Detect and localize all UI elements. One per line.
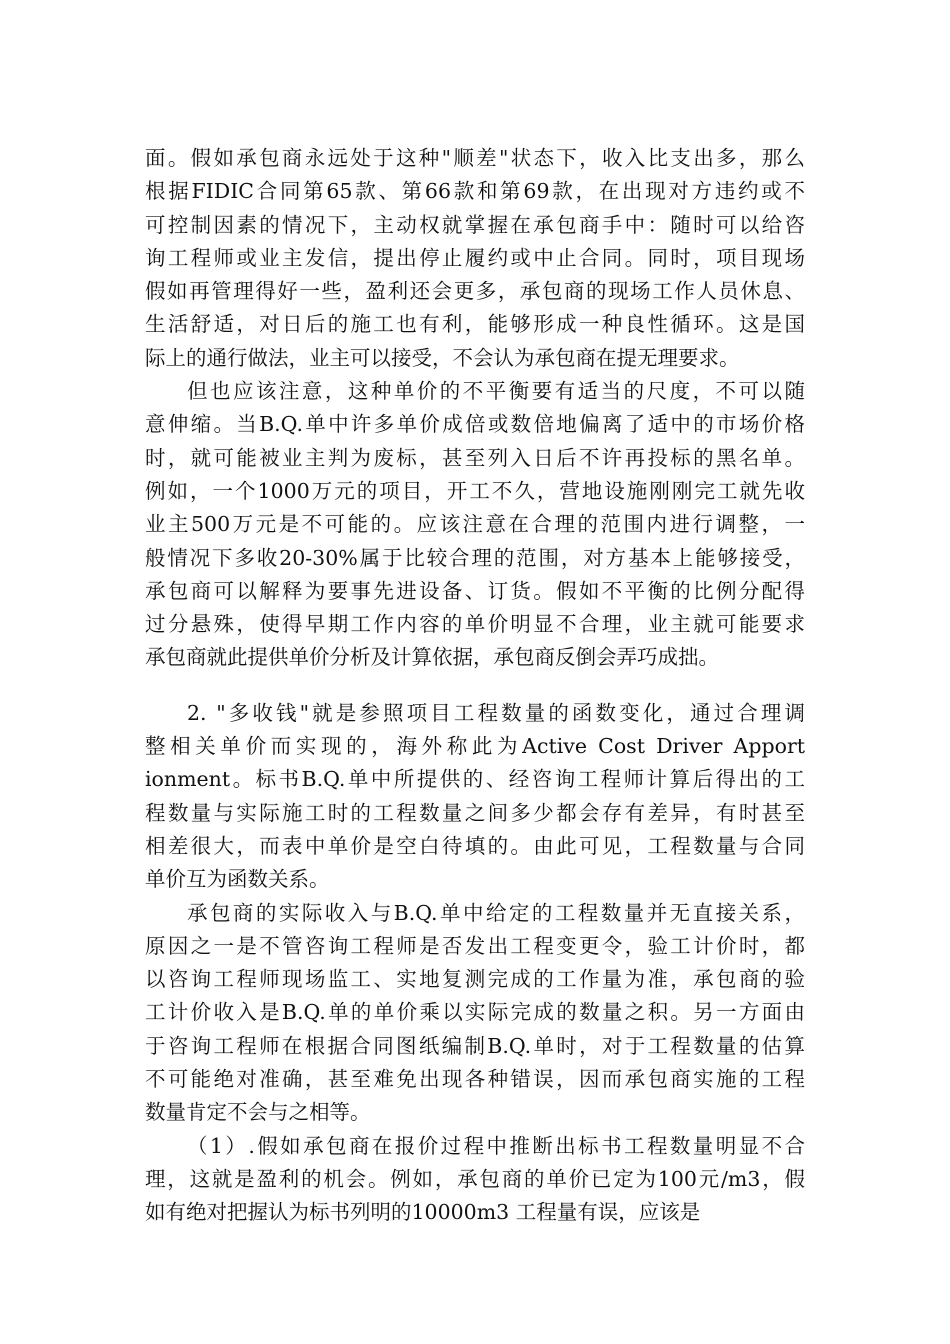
text-line: 于咨询工程师在根据合同图纸编制B.Q.单时，对于工程数量的估算 xyxy=(145,1033,805,1058)
text-line: 原因之一是不管咨询工程师是否发出工程变更令，验工计价时，都 xyxy=(145,933,805,958)
text-line: 业主500万元是不可能的。应该注意在合理的范围内进行调整，一 xyxy=(145,512,805,537)
paragraph xyxy=(145,897,805,1130)
text-line: 但也应该注意，这种单价的不平衡要有适当的尺度，不可以随 xyxy=(187,379,805,404)
text-line: 根据FIDIC合同第65款、第66款和第69款，在出现对方违约或不 xyxy=(145,179,805,204)
text-line: ionment。标书B.Q.单中所提供的、经咨询工程师计算后得出的工 xyxy=(145,767,805,792)
text-line: 假如再管理得好一些，盈利还会更多，承包商的现场工作人员休息、 xyxy=(145,279,805,304)
text-line: 时，就可能被业主判为废标，甚至列入日后不许再投标的黑名单。 xyxy=(145,445,805,470)
text-line: 意伸缩。当B.Q.单中许多单价成倍或数倍地偏离了适中的市场价格 xyxy=(145,412,805,437)
text-line: 理，这就是盈利的机会。例如，承包商的单价已定为100元/m3，假 xyxy=(145,1166,805,1191)
text-line: 可控制因素的情况下，主动权就掌握在承包商手中：随时可以给咨 xyxy=(145,212,805,237)
text-line: 承包商可以解释为要事先进设备、订货。假如不平衡的比例分配得 xyxy=(145,578,805,603)
text-line: 生活舒适，对日后的施工也有利，能够形成一种良性循环。这是国 xyxy=(145,312,805,337)
text-line: 般情况下多收20-30%属于比较合理的范围，对方基本上能够接受， xyxy=(145,545,805,570)
paragraph xyxy=(145,375,805,675)
paragraph xyxy=(145,142,805,375)
text-line: 例如，一个1000万元的项目，开工不久，营地设施刚刚完工就先收 xyxy=(145,478,805,503)
text-line: 面。假如承包商永远处于这种"顺差"状态下，收入比支出多，那么 xyxy=(145,146,805,170)
text-line: 过分悬殊，使得早期工作内容的单价明显不合理，业主就可能要求 xyxy=(145,612,805,637)
text-line: 整相关单价而实现的，海外称此为Active Cost Driver Apport xyxy=(145,734,805,759)
text-line: 不可能绝对准确，甚至难免出现各种错误，因而承包商实施的工程 xyxy=(145,1067,805,1092)
text-line: 承包商就此提供单价分析及计算依据，承包商反倒会弄巧成拙。 xyxy=(145,645,719,670)
paragraph xyxy=(145,697,805,897)
text-line: （1）.假如承包商在报价过程中推断出标书工程数量明显不合 xyxy=(187,1133,805,1158)
text-line: 相差很大，而表中单价是空白待填的。由此可见，工程数量与合同 xyxy=(145,833,805,858)
text-line: 承包商的实际收入与B.Q.单中给定的工程数量并无直接关系， xyxy=(187,900,805,925)
paragraph-gap xyxy=(145,675,805,697)
text-line: 程数量与实际施工时的工程数量之间多少都会存有差异，有时甚至 xyxy=(145,800,805,825)
text-line: 数量肯定不会与之相等。 xyxy=(145,1100,371,1125)
text-line: 以咨询工程师现场监工、实地复测完成的工作量为准，承包商的验 xyxy=(145,967,805,992)
document-page xyxy=(145,142,805,1230)
paragraph xyxy=(145,1130,805,1230)
text-line: 单价互为函数关系。 xyxy=(145,867,330,892)
text-line: 如有绝对把握认为标书列明的10000m3 工程量有误，应该是 xyxy=(145,1200,701,1225)
text-line: 际上的通行做法，业主可以接受，不会认为承包商在提无理要求。 xyxy=(145,345,740,370)
text-line: 2. "多收钱"就是参照项目工程数量的函数变化，通过合理调 xyxy=(187,700,805,725)
text-line: 工计价收入是B.Q.单的单价乘以实际完成的数量之积。另一方面由 xyxy=(145,1000,805,1025)
text-line: 询工程师或业主发信，提出停止履约或中止合同。同时，项目现场 xyxy=(145,245,805,270)
